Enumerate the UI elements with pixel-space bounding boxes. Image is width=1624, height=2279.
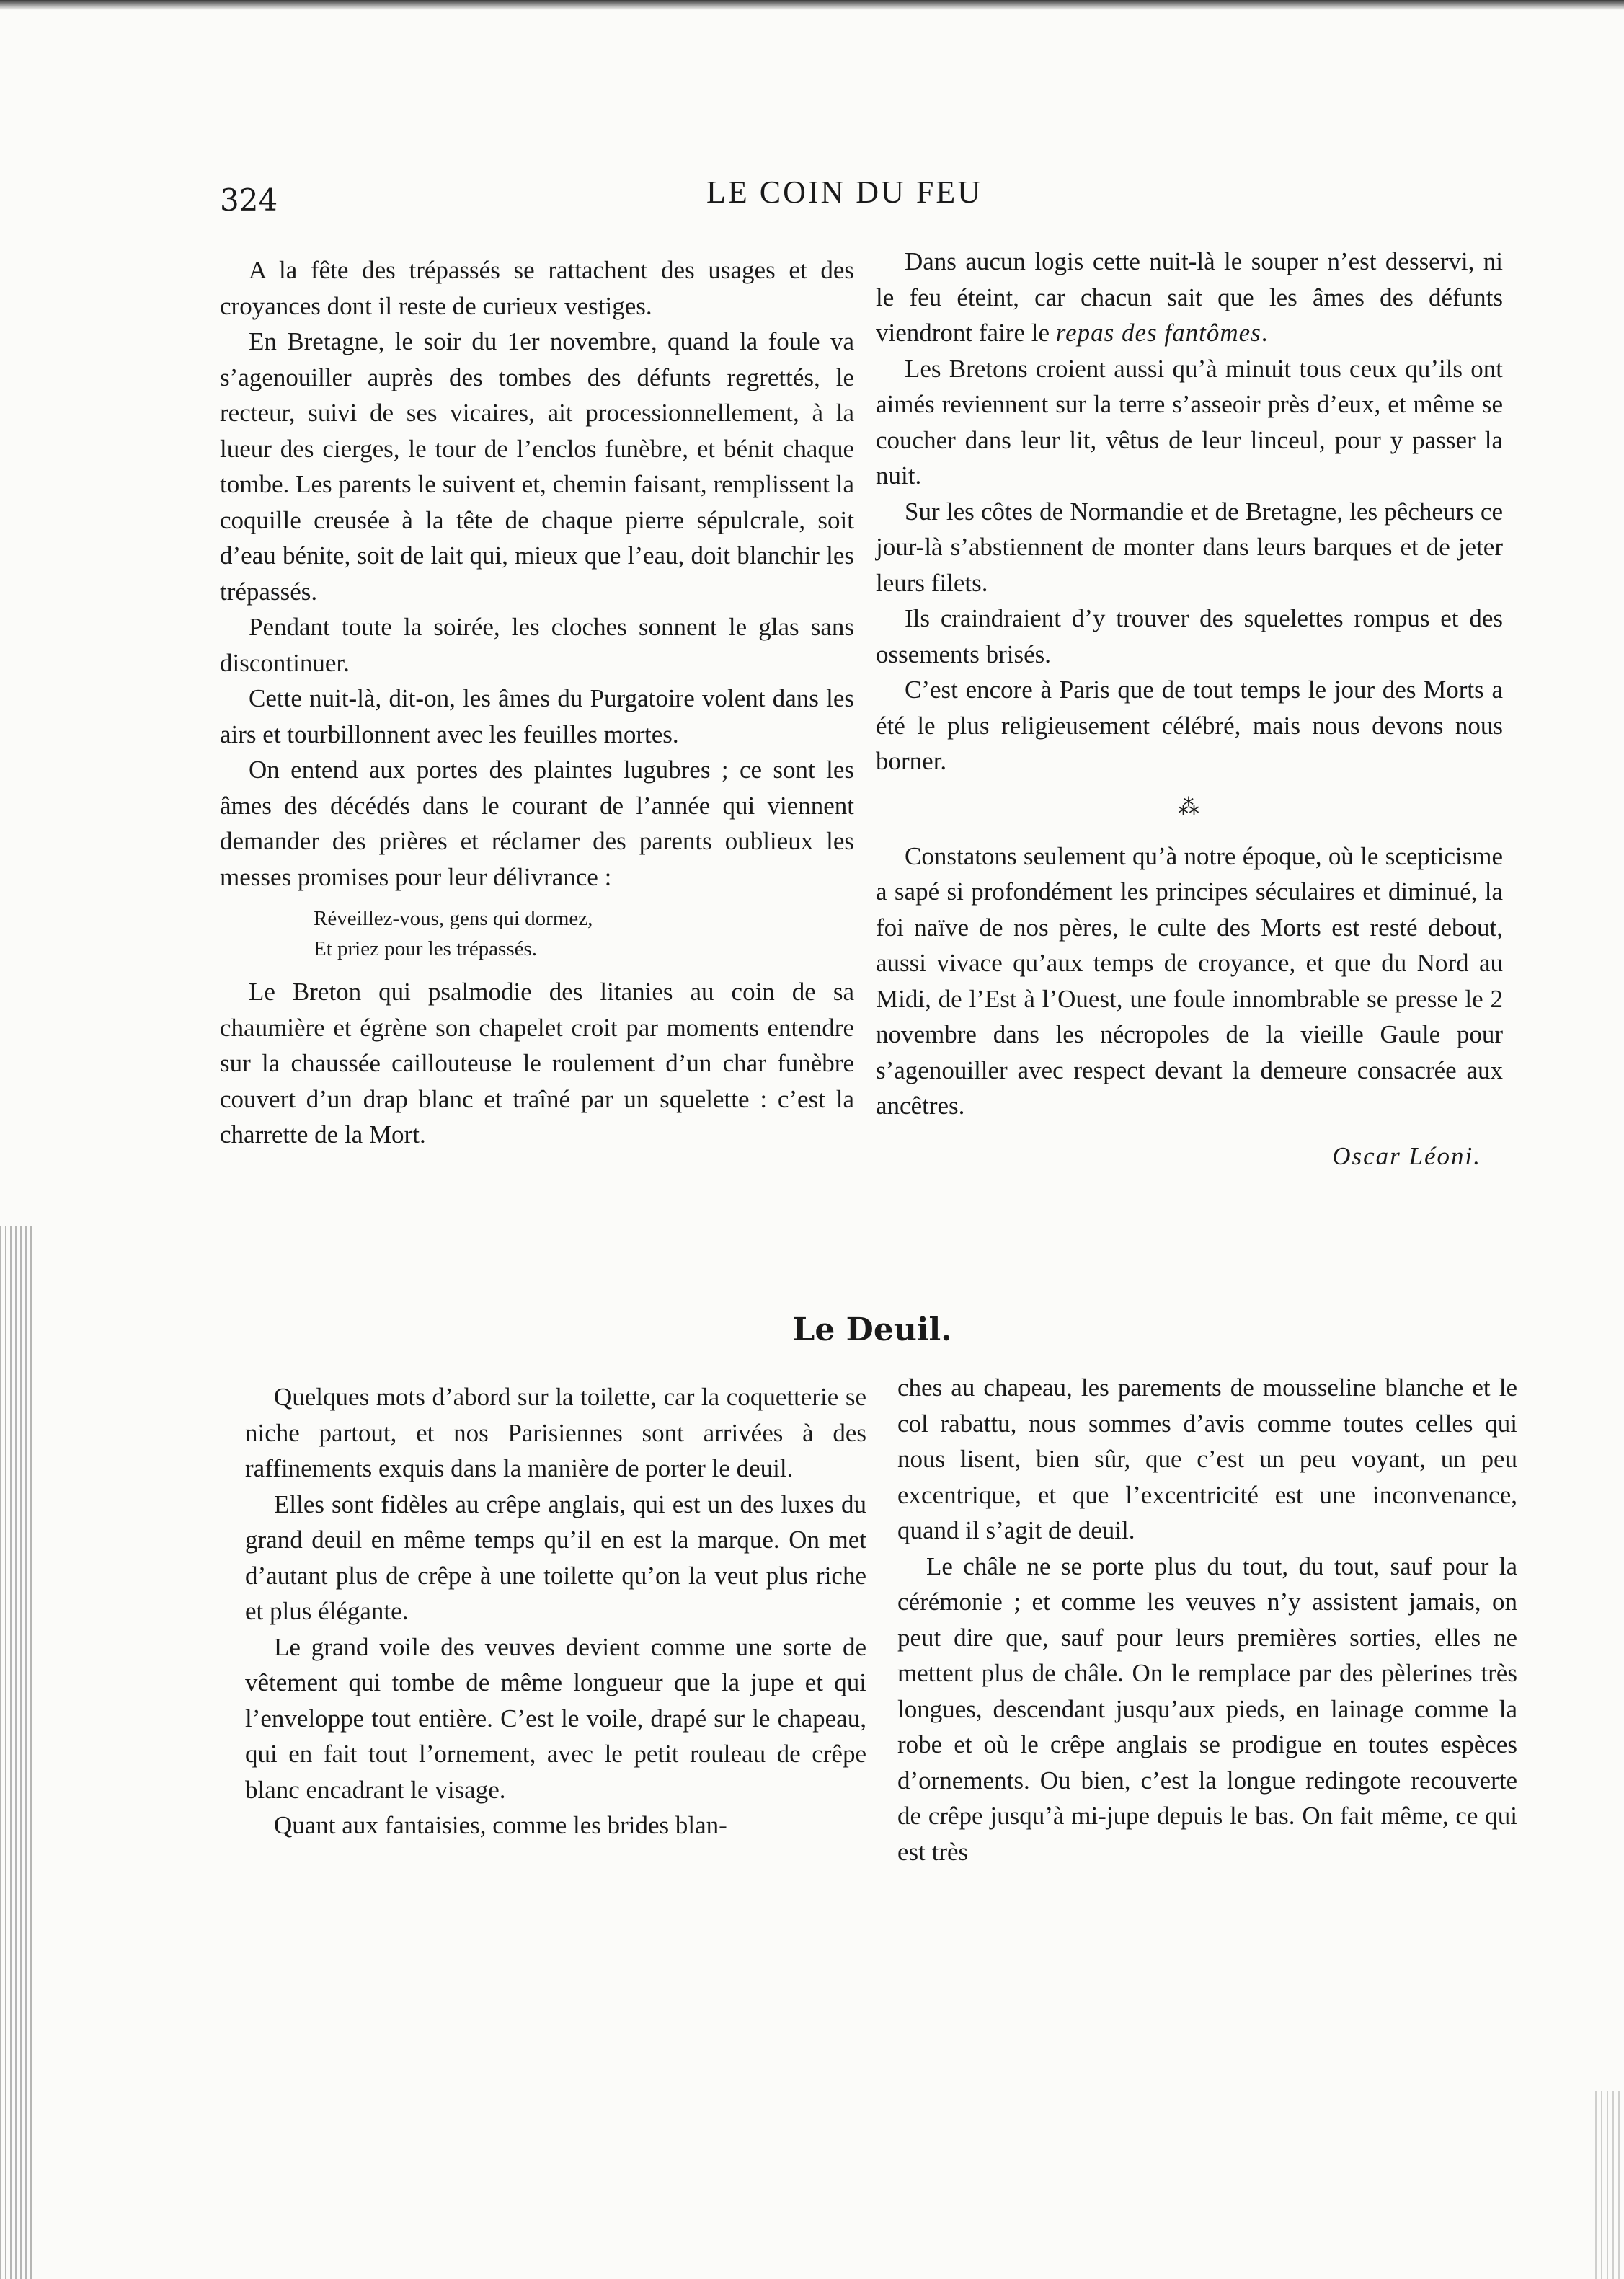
scan-edge-top	[0, 0, 1624, 10]
scan-edge-left	[0, 1226, 35, 2279]
verse-line: Réveillez-vous, gens qui dormez,	[314, 907, 593, 930]
paragraph: Quant aux fantaisies, comme les brides blan-	[274, 1811, 727, 1839]
paragraph: Sur les côtes de Normandie et de Bretagne, les pêcheurs ce jour-là s’abstiennent de monter dans leurs barques et de jeter leurs filets.	[876, 497, 1503, 597]
paragraph: Constatons seulement qu’à notre époque, où le scepticisme a sapé si profondément les principes séculaires et diminué, la foi naïve de nos pères, le culte des Morts est resté debout, aussi vivace qu’aux temps de croyance, et que du Nord au Midi, de l’Est à l’Ouest, une foule innombrable se presse le 2 novembre dans les nécropoles de la vieille Gaule pour s’agenouiller avec respect devant la demeure consacrée aux ancêtres.	[876, 841, 1503, 1120]
paragraph: En Bretagne, le soir du 1er novembre, quand la foule va s’agenouiller auprès des tombes des défunts regrettés, le recteur, suivi de ses vicaires, ait processionnellement, à la lueur des cierges, le tour de l’enclos funèbre, et bénit chaque tombe. Les parents le suivent et, chemin faisant, remplissent la coquille creusée à la tête de chaque pierre sépulcrale, soit d’eau bénite, soit de lait qui, mieux que l’eau, doit blanchir les trépassés.	[220, 327, 854, 606]
paragraph: Le Breton qui psalmodie des litanies au coin de sa chaumière et égrène son chapelet croit par moments entendre sur la chaussée caillouteuse le roulement d’un char funèbre couvert d’un drap blanc et traîné par un squelette : c’est la charrette de la Mort.	[220, 978, 854, 1149]
section-separator: ⁂	[1178, 795, 1201, 819]
paragraph: Quelques mots d’abord sur la toilette, car la coquetterie se niche partout, et nos Parisiennes sont arrivées à des raffinements exquis dans la manière de porter le deuil.	[245, 1383, 866, 1482]
italic-phrase: repas des fantômes	[1055, 319, 1261, 347]
paragraph: Cette nuit-là, dit-on, les âmes du Purgatoire volent dans les airs et tourbillonnent avec les feuilles mortes.	[220, 684, 854, 748]
verse-line: Et priez pour les trépassés.	[314, 937, 538, 960]
paragraph: C’est encore à Paris que de tout temps le jour des Morts a été le plus religieusement célébré, mais nous devons nous borner.	[876, 676, 1503, 775]
paragraph: Les Bretons croient aussi qu’à minuit tous ceux qu’ils ont aimés reviennent sur la terre s’asseoir près d’eux, et même se coucher dans leur lit, vêtus de leur linceul, pour y passer la nuit.	[876, 354, 1503, 490]
paragraph: Le châle ne se porte plus du tout, du tout, sauf pour la cérémonie ; et comme les veuves n’y assistent jamais, on peut dire que, sauf pour leurs premières sorties, elles ne mettent plus de châle. On le remplace par des pèlerines très longues, descendant jusqu’aux pieds, en lainage comme la robe et où le crêpe anglais se prodigue en toutes espèces d’ornements. Ou bien, c’est la longue redingote recouverte de crêpe jusqu’à mi-jupe depuis le bas. On fait même, ce qui est très	[897, 1552, 1517, 1866]
page-number: 324	[220, 182, 278, 218]
running-title: LE COIN DU FEU	[706, 174, 982, 210]
paragraph	[876, 244, 1503, 351]
paragraph: ches au chapeau, les parements de mousseline blanche et le col rabattu, nous sommes d’avis comme toutes celles qui nous lisent, bien sûr, que c’est un peu voyant, un peu excentrique, et que l’excentricité est une inconvenance, quand il s’agit de deuil.	[897, 1373, 1517, 1544]
article2-right-column	[897, 1370, 1517, 1869]
paragraph: Le grand voile des veuves devient comme une sorte de vêtement qui tombe de même longueur que la jupe et qui l’enveloppe tout entière. C’est le voile, drapé sur le chapeau, qui en fait tout l’ornement, avec le petit rouleau de crêpe blanc encadrant le visage.	[245, 1632, 866, 1804]
text-run: Dans aucun logis cette nuit-là le souper n’est desservi, ni le feu éteint, car chacun sait que les âmes des défunts viendront faire le	[876, 247, 1503, 347]
author-signature: Oscar Léoni.	[1332, 1141, 1481, 1170]
paragraph: Elles sont fidèles au crêpe anglais, qui est un des luxes du grand deuil en même temps qu’il en est la marque. On met d’autant plus de crêpe à une toilette qu’on la veut plus riche et plus élégante.	[245, 1490, 866, 1625]
article1-left-column	[220, 252, 854, 1153]
paragraph: On entend aux portes des plaintes lugubres ; ce sont les âmes des décédés dans le courant de l’année qui viennent demander des prières et réclamer des parents oublieux les messes promises pour leur délivrance :	[220, 756, 854, 891]
paragraph: Ils craindraient d’y trouver des squelettes rompus et des ossements brisés.	[876, 604, 1503, 668]
text-run: .	[1261, 319, 1268, 347]
article1-right-column	[876, 244, 1503, 1174]
verse-quote	[220, 903, 854, 964]
paragraph: Pendant toute la soirée, les cloches sonnent le glas sans discontinuer.	[220, 613, 854, 677]
article-title: Le Deuil.	[792, 1311, 952, 1348]
article2-left-column	[245, 1379, 866, 1844]
scan-edge-right	[1595, 2091, 1624, 2279]
paragraph: A la fête des trépassés se rattachent des usages et des croyances dont il reste de curieux vestiges.	[220, 256, 854, 320]
